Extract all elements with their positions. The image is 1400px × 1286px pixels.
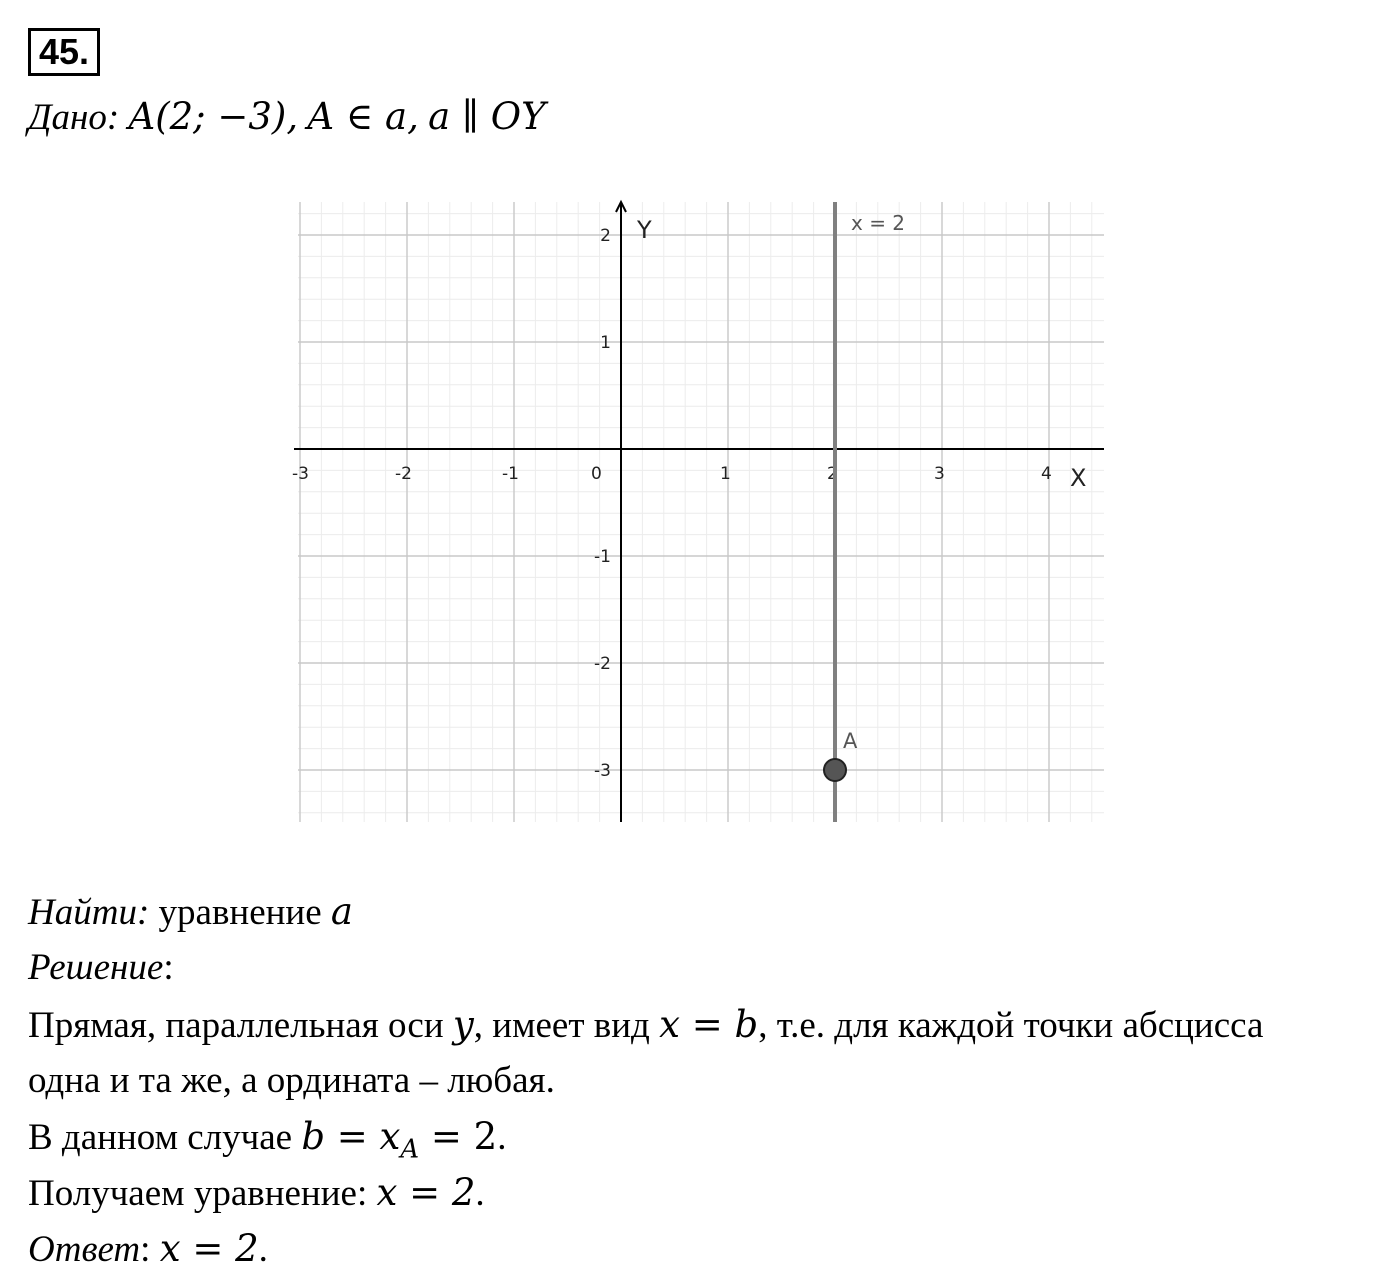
y-tick-label: 2 [600, 226, 611, 246]
x-tick-label: 2 [827, 464, 838, 484]
math-part: = 2 [430, 1115, 498, 1158]
equation-b-xa [301, 1115, 498, 1165]
major-grid [298, 202, 1104, 822]
given-parallel: a ∥ OY [428, 95, 546, 138]
x-tick-label: 4 [1041, 464, 1052, 484]
solution-label: Решение [28, 947, 164, 988]
x-tick-label: -3 [292, 464, 309, 484]
solution-text: В данном случае [28, 1117, 293, 1158]
point-a-label: A [843, 729, 858, 753]
solution-text: . [497, 1117, 507, 1158]
solution-line-3 [28, 1115, 507, 1165]
given-point: A(2; −3), [128, 95, 299, 138]
solution-colon: : [163, 947, 174, 988]
given-label: Дано: [28, 97, 120, 138]
math-part: b = x [301, 1115, 401, 1158]
y-tick-label: -2 [594, 654, 611, 674]
point-a [824, 759, 846, 781]
plot-layer [824, 202, 905, 822]
solution-line-4 [28, 1171, 485, 1214]
solution-text: , т.е. для каждой точки абсцисса [758, 1005, 1264, 1046]
subscript-a: A [400, 1134, 420, 1165]
solution-text: Прямая, параллельная оси [28, 1005, 444, 1046]
solution-text: Получаем уравнение: [28, 1173, 368, 1214]
var-y: y [452, 1003, 474, 1046]
find-label: Найти: [28, 892, 150, 933]
x-tick-label: -2 [395, 464, 412, 484]
solution-text: . [475, 1173, 485, 1214]
y-axis-label: Y [637, 216, 652, 244]
given-membership: A ∈ a, [307, 95, 419, 138]
answer-dot: . [258, 1229, 268, 1270]
x-tick-label: 1 [720, 464, 731, 484]
solution-line-1 [28, 1003, 1264, 1046]
solution-text: , имеет вид [473, 1005, 650, 1046]
solution-line-2 [28, 1062, 555, 1099]
solution-heading [28, 949, 174, 986]
y-tick-label: -3 [594, 761, 611, 781]
solution-text: одна и та же, а ордината – любая. [28, 1060, 555, 1101]
line-label: x = 2 [851, 211, 906, 235]
answer-equation: x = 2 [159, 1227, 259, 1270]
x-tick-label: -1 [502, 464, 519, 484]
x-tick-label: 3 [934, 464, 945, 484]
find-var: a [330, 890, 353, 933]
y-tick-label: 1 [600, 333, 611, 353]
x-tick-label: 0 [591, 464, 602, 484]
answer-colon: : [140, 1229, 151, 1270]
x-axis-label: X [1070, 464, 1087, 492]
answer-line [28, 1227, 268, 1270]
answer-label: Ответ [28, 1229, 141, 1270]
tick-labels [292, 226, 1052, 781]
coordinate-graph [290, 196, 1110, 826]
axes [294, 202, 1104, 822]
minor-grid [298, 202, 1104, 822]
find-line [28, 890, 353, 933]
problem-number: 45. [28, 28, 100, 76]
y-tick-label: -1 [594, 547, 611, 567]
given-line [28, 95, 546, 138]
find-text: уравнение [158, 892, 322, 933]
equation-x-2: x = 2 [376, 1171, 476, 1214]
equation-x-b: x = b [659, 1003, 759, 1046]
